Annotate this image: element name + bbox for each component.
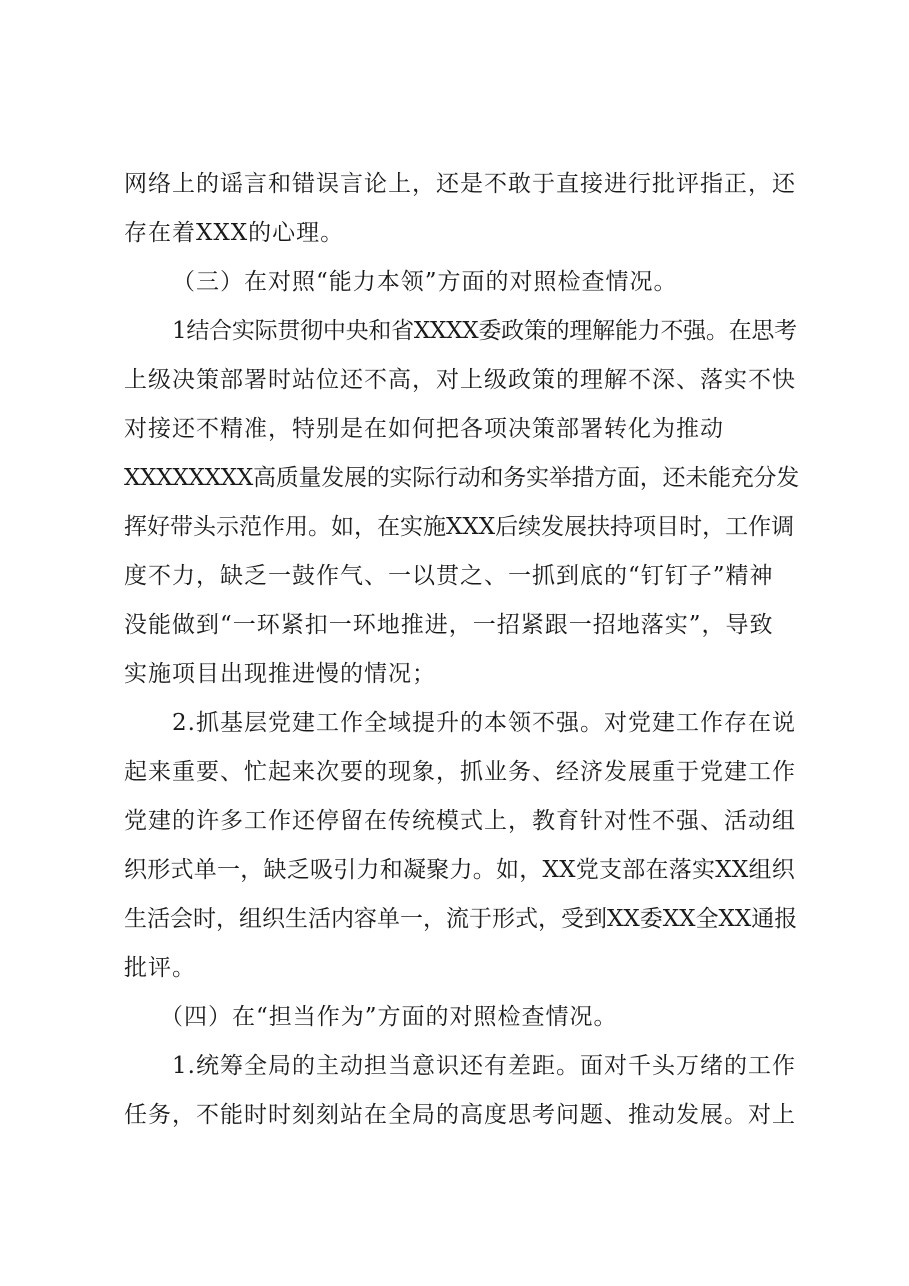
text-line: 对接还不精准，特别是在如何把各项决策部署转化为推动	[124, 416, 724, 442]
text-line: 没能做到“一环紧扣一环地推进，一招紧跟一招地落实”，导致	[124, 612, 774, 638]
text-line: XXXXXXXX高质量发展的实际行动和务实举措方面，还未能充分发	[124, 465, 799, 491]
text-line: 批评。	[124, 955, 196, 981]
text-line: 起来重要、忙起来次要的现象，抓业务、经济发展重于党建工作	[124, 759, 796, 785]
text-line: 存在着XXX的心理。	[124, 220, 345, 246]
text-line: 1.统筹全局的主动担当意识还有差距。面对千头万绪的工作	[172, 1053, 796, 1079]
text-line: 任务，不能时时刻刻站在全局的高度思考问题、推动发展。对上	[124, 1102, 796, 1128]
section-heading: （三）在对照“能力本领”方面的对照检查情况。	[172, 269, 678, 295]
text-line: 生活会时，组织生活内容单一，流于形式，受到XX委XX全XX通报	[124, 906, 798, 932]
section-heading: （四）在“担当作为”方面的对照检查情况。	[160, 1004, 618, 1030]
text-line: 度不力，缺乏一鼓作气、一以贯之、一抓到底的“钉钉子”精神	[124, 563, 774, 589]
text-line: 2.抓基层党建工作全域提升的本领不强。对党建工作存在说	[172, 710, 796, 736]
text-line: 挥好带头示范作用。如，在实施XXX后续发展扶持项目时，工作调	[124, 514, 795, 540]
text-line: 1结合实际贯彻中央和省XXXX委政策的理解能力不强。在思考	[172, 318, 797, 344]
text-line: 织形式单一，缺乏吸引力和凝聚力。如，XX党支部在落实XX组织	[124, 857, 795, 883]
text-line: 上级决策部署时站位还不高，对上级政策的理解不深、落实不快	[124, 367, 796, 393]
text-line: 实施项目出现推进慢的情况；	[124, 661, 436, 687]
text-line: 党建的许多工作还停留在传统模式上，教育针对性不强、活动组	[124, 808, 796, 834]
text-line: 网络上的谣言和错误言论上，还是不敢于直接进行批评指正，还	[124, 171, 796, 197]
